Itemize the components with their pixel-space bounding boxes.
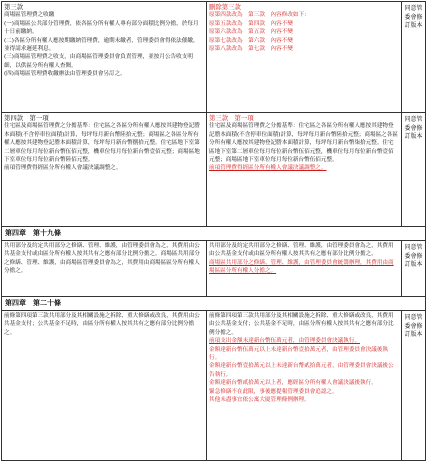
row-article-4-item-1 <box>2 113 426 227</box>
decision-note: 同意管委會修訂版本 <box>402 113 426 227</box>
amended-line: 原第四款改為 第三款 內容修改如下： <box>209 12 310 19</box>
original-paragraph: 前條第四項第三款共用部分及其相關設施之拆除、重大修繕或改良，其費用由公共基金支付；公共基金不足時，由區分所有權人按其共有之應有部分比例分擔之。 <box>4 313 200 336</box>
amended-paragraph: 金額達新台幣伍萬元以上未達新台幣壹拾萬元者，由管理委員會決議後執行。 <box>209 346 389 362</box>
original-paragraph: 商場區管理費之收繳 <box>4 12 55 19</box>
amended-paragraph: 前項支出金額未達新台幣伍萬元者，由管理委員會決議執行。 <box>209 338 361 345</box>
original-heading: 第三款 <box>4 3 24 11</box>
amended-paragraph: 緊急修繕不在此限，事後應提報管理委員會追認之。 <box>209 388 338 395</box>
comparison-table <box>1 1 426 461</box>
amended-text-cell <box>207 311 402 461</box>
original-paragraph: (一)商場區公共部分管理費，依各區分所有權人專有部分面積比例分擔，於每月十日前繳納。 <box>4 20 199 36</box>
bylaw-comparison-document <box>1 1 425 467</box>
amended-text-cell <box>207 113 402 227</box>
row-article-3 <box>2 2 426 113</box>
original-text-cell <box>2 2 207 113</box>
original-paragraph: (四)商場區管理費收繳辦法由管理委員會另訂之。 <box>4 71 126 78</box>
section-heading: 第四章 第十九條 <box>2 227 426 241</box>
original-paragraph: (三)商場區管理費之收支，由商場區管理委員會負責管理，並按月公告收支明細，以供區分所有權人查閱。 <box>4 54 193 69</box>
section-heading: 第四章 第二十條 <box>2 297 426 311</box>
decision-note: 同意管委會修訂版本 <box>402 241 426 297</box>
amended-line: 原第七款改為 第六款 內容不變 <box>209 37 293 44</box>
amended-line: 原第六款改為 第五款 內容不變 <box>209 29 293 36</box>
original-text-cell <box>2 113 207 227</box>
amended-paragraph: 住宅區及商場區管理費之分擔基準：住宅區之各區分所有權人應按其建物登記謄本面積(不含停車位面積)計算，每坪每月新台幣陸拾元整；商場區之各區分所有權人應按其建物登記謄本面積計算，每坪每月新台幣柒拾元整。住宅區地下室第二層車位每月每位新台幣伍佰元整，機車位每月每位新台幣壹佰元整；商場區地下室車位每月每位新台幣伍佰元整。 <box>209 123 398 164</box>
amended-text-cell <box>207 2 402 113</box>
amended-paragraph: 共用部分及約定共用部分之修繕、管理、維護，由管理委員會為之，其費用由公共基金支付或由區分所有權人按其共有之應有部分比例分擔之。 <box>209 243 394 258</box>
decision-note: 同意管委會修訂版本 <box>402 311 426 461</box>
decision-note: 同意管委會修訂版本 <box>402 2 426 113</box>
amended-paragraph: 金額達新台幣壹拾萬元以上未達新台幣貳拾萬元者，由管理委員會決議後公告執行。 <box>209 363 394 378</box>
amended-heading: 刪除第三款 <box>209 3 241 11</box>
amended-paragraph: 其他未盡事宜依公寓大廈管理條例辦理。 <box>209 397 310 404</box>
section-header-row <box>2 297 426 311</box>
amended-paragraph: 前項管理費得經區分所有權人會議決議調整之。 <box>209 165 327 172</box>
amended-line: 原第八款改為 第七款 內容不變 <box>209 46 293 53</box>
amended-paragraph: 金額達新台幣貳拾萬元以上者，應經區分所有權人會議決議後執行。 <box>209 380 377 387</box>
row-article-19 <box>2 241 426 297</box>
original-paragraph: 住宅區及商場區管理費之分擔基準：住宅區之各區分所有權人應按其建物登記謄本面積(不含停車位面積)計算，每坪每月新台幣陸拾元整；商場區之各區分所有權人應按其建物登記謄本面積計算，每坪每月新台幣捌拾元整。住宅區地下室第二層車位每月每位新台幣伍佰元整，機車位每月每位新台幣壹佰元整；商場區地下室車位每月每位新台幣陸佰元整。 <box>4 123 200 164</box>
original-paragraph: 共用部分及約定共用部分之修繕、管理、維護，由管理委員會為之，其費用由公共基金支付或由區分所有權人按其共有之應有部分比例分擔之。商場區共用部分之修繕、管理、維護，由商場區管理委員會為之，其費用由商場區區分所有權人分擔之。 <box>4 243 200 275</box>
original-text-cell <box>2 241 207 297</box>
amended-text-cell <box>207 241 402 297</box>
amended-paragraph: 前條第四項第三款共用部分及其相關設施之拆除、重大修繕或改良，其費用由公共基金支付；公共基金不足時，由區分所有權人按其共有之應有部分比例分擔之。 <box>209 313 394 336</box>
original-heading: 第四款 第一項 <box>4 114 49 122</box>
row-article-20 <box>2 311 426 461</box>
amended-line: 原第五款改為 第四款 內容不變 <box>209 20 293 27</box>
amended-heading: 第三款 第一項 <box>209 114 254 122</box>
original-text-cell <box>2 311 207 461</box>
original-paragraph: (二)各區分所有權人應按期繳納管理費，逾期未繳者，管理委員會得依法催繳，並得請求遲延利息。 <box>4 37 199 53</box>
original-paragraph: 前項管理費得經區分所有權人會議決議調整之。 <box>4 165 122 172</box>
section-header-row <box>2 227 426 241</box>
amended-paragraph: 商場區共用部分之修繕、管理、維護，由管理委員會統籌辦理，其費用由商場區區分所有權人分擔之。 <box>209 259 394 275</box>
